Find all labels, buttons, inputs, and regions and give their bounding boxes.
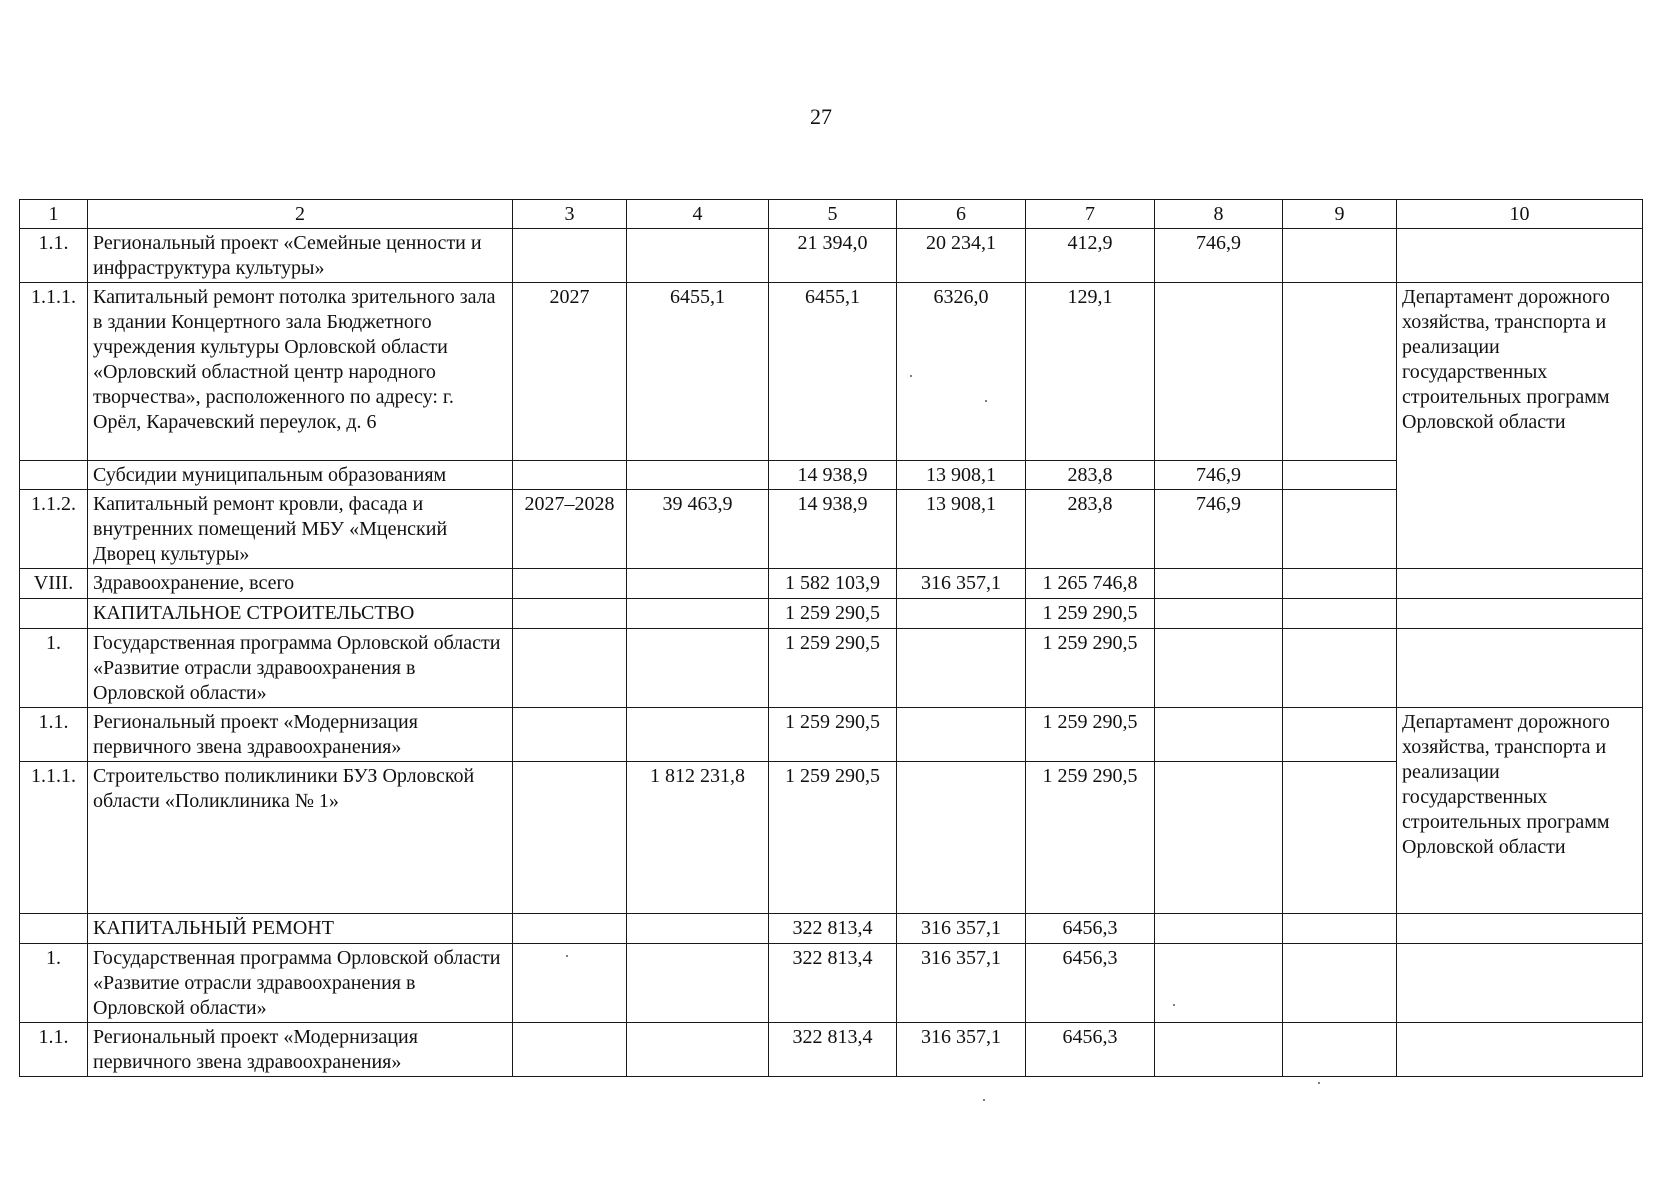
cell-col3 bbox=[513, 461, 627, 490]
cell-col3 bbox=[513, 629, 627, 708]
responsible-department: Департамент дорожного хозяйства, транспорта и реализации государственных строительных программ Орловской области bbox=[1397, 708, 1643, 914]
table-row bbox=[20, 1023, 1643, 1077]
row-number: 1.1.2. bbox=[20, 490, 88, 569]
table-row bbox=[20, 599, 1643, 629]
cell-col8 bbox=[1155, 708, 1283, 762]
cell-col4 bbox=[627, 599, 769, 629]
cell-col10 bbox=[1397, 569, 1643, 599]
cell-col8 bbox=[1155, 944, 1283, 1023]
scan-speck bbox=[910, 375, 912, 377]
cell-col4 bbox=[627, 461, 769, 490]
cell-col5: 21 394,0 bbox=[769, 229, 897, 283]
cell-col4 bbox=[627, 569, 769, 599]
cell-col7: 6456,3 bbox=[1026, 1023, 1155, 1077]
cell-col9 bbox=[1283, 944, 1397, 1023]
cell-col6: 316 357,1 bbox=[897, 914, 1026, 944]
header-cell: 1 bbox=[20, 200, 88, 229]
budget-table bbox=[19, 199, 1643, 1077]
table-row bbox=[20, 914, 1643, 944]
header-cell: 6 bbox=[897, 200, 1026, 229]
cell-col7: 283,8 bbox=[1026, 461, 1155, 490]
cell-col7: 1 259 290,5 bbox=[1026, 762, 1155, 914]
cell-col4: 39 463,9 bbox=[627, 490, 769, 569]
header-cell: 10 bbox=[1397, 200, 1643, 229]
cell-col8 bbox=[1155, 914, 1283, 944]
cell-col4 bbox=[627, 229, 769, 283]
cell-col7: 1 259 290,5 bbox=[1026, 629, 1155, 708]
cell-col6 bbox=[897, 599, 1026, 629]
cell-col10 bbox=[1397, 229, 1643, 283]
header-cell: 2 bbox=[88, 200, 513, 229]
table-header-row bbox=[20, 200, 1643, 229]
cell-col9 bbox=[1283, 1023, 1397, 1077]
cell-col6: 20 234,1 bbox=[897, 229, 1026, 283]
row-name: Региональный проект «Семейные ценности и инфраструктура культуры» bbox=[88, 229, 513, 283]
cell-col8: 746,9 bbox=[1155, 490, 1283, 569]
row-name: Региональный проект «Модернизация первичного звена здравоохранения» bbox=[88, 1023, 513, 1077]
cell-col5: 322 813,4 bbox=[769, 944, 897, 1023]
row-name: Субсидии муниципальным образованиям bbox=[88, 461, 513, 490]
row-number: 1.1.1. bbox=[20, 762, 88, 914]
cell-col10 bbox=[1397, 599, 1643, 629]
row-name: Капитальный ремонт кровли, фасада и внутренних помещений МБУ «Мценский Дворец культуры» bbox=[88, 490, 513, 569]
cell-col4 bbox=[627, 629, 769, 708]
table-row bbox=[20, 229, 1643, 283]
cell-col8: 746,9 bbox=[1155, 229, 1283, 283]
row-number: 1. bbox=[20, 629, 88, 708]
scan-speck bbox=[1173, 1004, 1175, 1006]
cell-col5: 1 259 290,5 bbox=[769, 629, 897, 708]
cell-col4 bbox=[627, 1023, 769, 1077]
cell-col3 bbox=[513, 1023, 627, 1077]
cell-col3 bbox=[513, 944, 627, 1023]
cell-col8 bbox=[1155, 599, 1283, 629]
cell-col9 bbox=[1283, 490, 1397, 569]
cell-col10 bbox=[1397, 629, 1643, 708]
cell-col8 bbox=[1155, 629, 1283, 708]
cell-col3 bbox=[513, 762, 627, 914]
header-cell: 7 bbox=[1026, 200, 1155, 229]
header-cell: 5 bbox=[769, 200, 897, 229]
cell-col7: 6456,3 bbox=[1026, 944, 1155, 1023]
cell-col9 bbox=[1283, 461, 1397, 490]
row-number: 1.1. bbox=[20, 1023, 88, 1077]
cell-col5: 1 582 103,9 bbox=[769, 569, 897, 599]
cell-col9 bbox=[1283, 229, 1397, 283]
row-number: 1.1. bbox=[20, 708, 88, 762]
cell-col6: 316 357,1 bbox=[897, 944, 1026, 1023]
header-cell: 8 bbox=[1155, 200, 1283, 229]
cell-col10 bbox=[1397, 944, 1643, 1023]
cell-col6: 13 908,1 bbox=[897, 461, 1026, 490]
scan-speck bbox=[983, 1099, 985, 1101]
cell-col3 bbox=[513, 229, 627, 283]
cell-col6 bbox=[897, 629, 1026, 708]
cell-col7: 1 265 746,8 bbox=[1026, 569, 1155, 599]
cell-col9 bbox=[1283, 599, 1397, 629]
cell-col3: 2027–2028 bbox=[513, 490, 627, 569]
header-cell: 9 bbox=[1283, 200, 1397, 229]
table-row bbox=[20, 569, 1643, 599]
cell-col7: 129,1 bbox=[1026, 283, 1155, 461]
cell-col7: 1 259 290,5 bbox=[1026, 708, 1155, 762]
row-number: 1.1. bbox=[20, 229, 88, 283]
cell-col5: 322 813,4 bbox=[769, 1023, 897, 1077]
row-number: VIII. bbox=[20, 569, 88, 599]
row-name: КАПИТАЛЬНЫЙ РЕМОНТ bbox=[88, 914, 513, 944]
cell-col7: 6456,3 bbox=[1026, 914, 1155, 944]
cell-col5: 6455,1 bbox=[769, 283, 897, 461]
cell-col6: 6326,0 bbox=[897, 283, 1026, 461]
cell-col3 bbox=[513, 708, 627, 762]
row-name: Строительство поликлиники БУЗ Орловской области «Поликлиника № 1» bbox=[88, 762, 513, 914]
cell-col4 bbox=[627, 914, 769, 944]
row-name: КАПИТАЛЬНОЕ СТРОИТЕЛЬСТВО bbox=[88, 599, 513, 629]
cell-col5: 14 938,9 bbox=[769, 490, 897, 569]
cell-col3: 2027 bbox=[513, 283, 627, 461]
scan-speck bbox=[1318, 1082, 1320, 1084]
cell-col8 bbox=[1155, 569, 1283, 599]
cell-col4: 1 812 231,8 bbox=[627, 762, 769, 914]
cell-col5: 322 813,4 bbox=[769, 914, 897, 944]
row-number: 1.1.1. bbox=[20, 283, 88, 461]
cell-col7: 412,9 bbox=[1026, 229, 1155, 283]
row-name: Государственная программа Орловской области «Развитие отрасли здравоохранения в Орловской области» bbox=[88, 629, 513, 708]
cell-col4 bbox=[627, 944, 769, 1023]
table-row bbox=[20, 283, 1643, 461]
row-name: Региональный проект «Модернизация первичного звена здравоохранения» bbox=[88, 708, 513, 762]
cell-col5: 1 259 290,5 bbox=[769, 708, 897, 762]
cell-col5: 1 259 290,5 bbox=[769, 762, 897, 914]
cell-col4 bbox=[627, 708, 769, 762]
scan-speck bbox=[985, 400, 987, 402]
page-number: 27 bbox=[810, 104, 832, 129]
row-name: Государственная программа Орловской области «Развитие отрасли здравоохранения в Орловской области» bbox=[88, 944, 513, 1023]
cell-col4: 6455,1 bbox=[627, 283, 769, 461]
row-name: Здравоохранение, всего bbox=[88, 569, 513, 599]
cell-col10 bbox=[1397, 1023, 1643, 1077]
cell-col3 bbox=[513, 914, 627, 944]
cell-col6: 316 357,1 bbox=[897, 569, 1026, 599]
cell-col5: 14 938,9 bbox=[769, 461, 897, 490]
scan-speck bbox=[566, 955, 568, 957]
cell-col6: 316 357,1 bbox=[897, 1023, 1026, 1077]
cell-col8 bbox=[1155, 1023, 1283, 1077]
table-row bbox=[20, 708, 1643, 762]
table-row bbox=[20, 629, 1643, 708]
cell-col6 bbox=[897, 708, 1026, 762]
cell-col7: 283,8 bbox=[1026, 490, 1155, 569]
cell-col3 bbox=[513, 569, 627, 599]
cell-col8: 746,9 bbox=[1155, 461, 1283, 490]
table-row bbox=[20, 944, 1643, 1023]
cell-col8 bbox=[1155, 762, 1283, 914]
cell-col8 bbox=[1155, 283, 1283, 461]
cell-col5: 1 259 290,5 bbox=[769, 599, 897, 629]
cell-col9 bbox=[1283, 569, 1397, 599]
cell-col6 bbox=[897, 762, 1026, 914]
row-name: Капитальный ремонт потолка зрительного зала в здании Концертного зала Бюджетного учреждения культуры Орловской области «Орловский областной центр народного творчества», расположенного по адресу: г. Орёл, Карачевский переулок, д. 6 bbox=[88, 283, 513, 461]
cell-col10 bbox=[1397, 914, 1643, 944]
header-cell: 4 bbox=[627, 200, 769, 229]
cell-col7: 1 259 290,5 bbox=[1026, 599, 1155, 629]
cell-col9 bbox=[1283, 629, 1397, 708]
row-number bbox=[20, 461, 88, 490]
cell-col9 bbox=[1283, 762, 1397, 914]
row-number bbox=[20, 599, 88, 629]
row-number bbox=[20, 914, 88, 944]
cell-col9 bbox=[1283, 914, 1397, 944]
row-number: 1. bbox=[20, 944, 88, 1023]
header-cell: 3 bbox=[513, 200, 627, 229]
cell-col6: 13 908,1 bbox=[897, 490, 1026, 569]
cell-col3 bbox=[513, 599, 627, 629]
cell-col9 bbox=[1283, 283, 1397, 461]
responsible-department: Департамент дорожного хозяйства, транспорта и реализации государственных строительных программ Орловской области bbox=[1397, 283, 1643, 569]
cell-col9 bbox=[1283, 708, 1397, 762]
